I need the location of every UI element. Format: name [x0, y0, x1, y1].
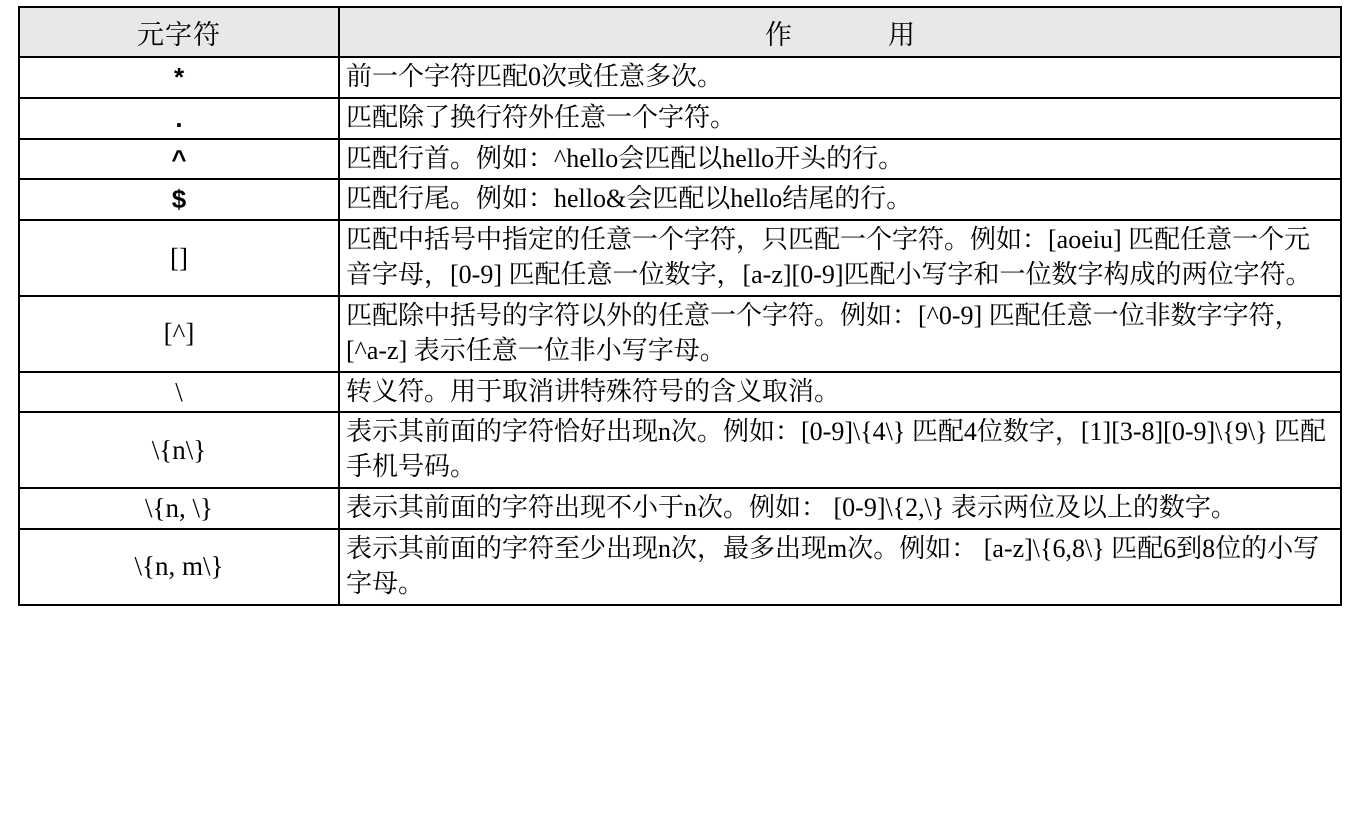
table-row: [19, 179, 1341, 220]
cell-description: 匹配行尾。例如：hello&会匹配以hello结尾的行。: [339, 179, 1341, 220]
cell-description: 转义符。用于取消讲特殊符号的含义取消。: [339, 372, 1341, 413]
cell-description: 匹配中括号中指定的任意一个字符，只匹配一个字符。例如：[aoeiu] 匹配任意一个元音字母，[0-9] 匹配任意一位数字，[a-z][0-9]匹配小写字和一位数字构成的两位字符。: [339, 220, 1341, 296]
cell-symbol: .: [19, 98, 339, 139]
cell-description: 表示其前面的字符出现不小于n次。例如： [0-9]\{2,\} 表示两位及以上的数字。: [339, 488, 1341, 529]
cell-symbol: *: [19, 57, 339, 98]
table-body: [19, 57, 1341, 605]
table-header-row: [19, 7, 1341, 57]
table-row: [19, 98, 1341, 139]
cell-description: 表示其前面的字符至少出现n次，最多出现m次。例如： [a-z]\{6,8\} 匹配6到8位的小写字母。: [339, 529, 1341, 605]
table-row: [19, 57, 1341, 98]
cell-description: 前一个字符匹配0次或任意多次。: [339, 57, 1341, 98]
cell-description: 匹配行首。例如：^hello会匹配以hello开头的行。: [339, 139, 1341, 180]
table-header: [19, 7, 1341, 57]
cell-symbol: ^: [19, 139, 339, 180]
column-header-symbol: 元字符: [19, 7, 339, 57]
document-page: [0, 6, 1360, 830]
cell-symbol: \{n, m\}: [19, 529, 339, 605]
table-row: [19, 529, 1341, 605]
cell-symbol: \: [19, 372, 339, 413]
table-row: [19, 139, 1341, 180]
cell-description: 匹配除了换行符外任意一个字符。: [339, 98, 1341, 139]
table-row: [19, 488, 1341, 529]
column-header-description: 作 用: [339, 7, 1341, 57]
table-row: [19, 296, 1341, 372]
cell-symbol: \{n\}: [19, 412, 339, 488]
metacharacter-table: [18, 6, 1342, 606]
cell-symbol: \{n, \}: [19, 488, 339, 529]
cell-description: 表示其前面的字符恰好出现n次。例如：[0-9]\{4\} 匹配4位数字，[1][3-8][0-9]\{9\} 匹配手机号码。: [339, 412, 1341, 488]
cell-description: 匹配除中括号的字符以外的任意一个字符。例如：[^0-9] 匹配任意一位非数字字符，[^a-z] 表示任意一位非小写字母。: [339, 296, 1341, 372]
table-row: [19, 412, 1341, 488]
cell-symbol: $: [19, 179, 339, 220]
cell-symbol: []: [19, 220, 339, 296]
cell-symbol: [^]: [19, 296, 339, 372]
table-row: [19, 372, 1341, 413]
table-row: [19, 220, 1341, 296]
